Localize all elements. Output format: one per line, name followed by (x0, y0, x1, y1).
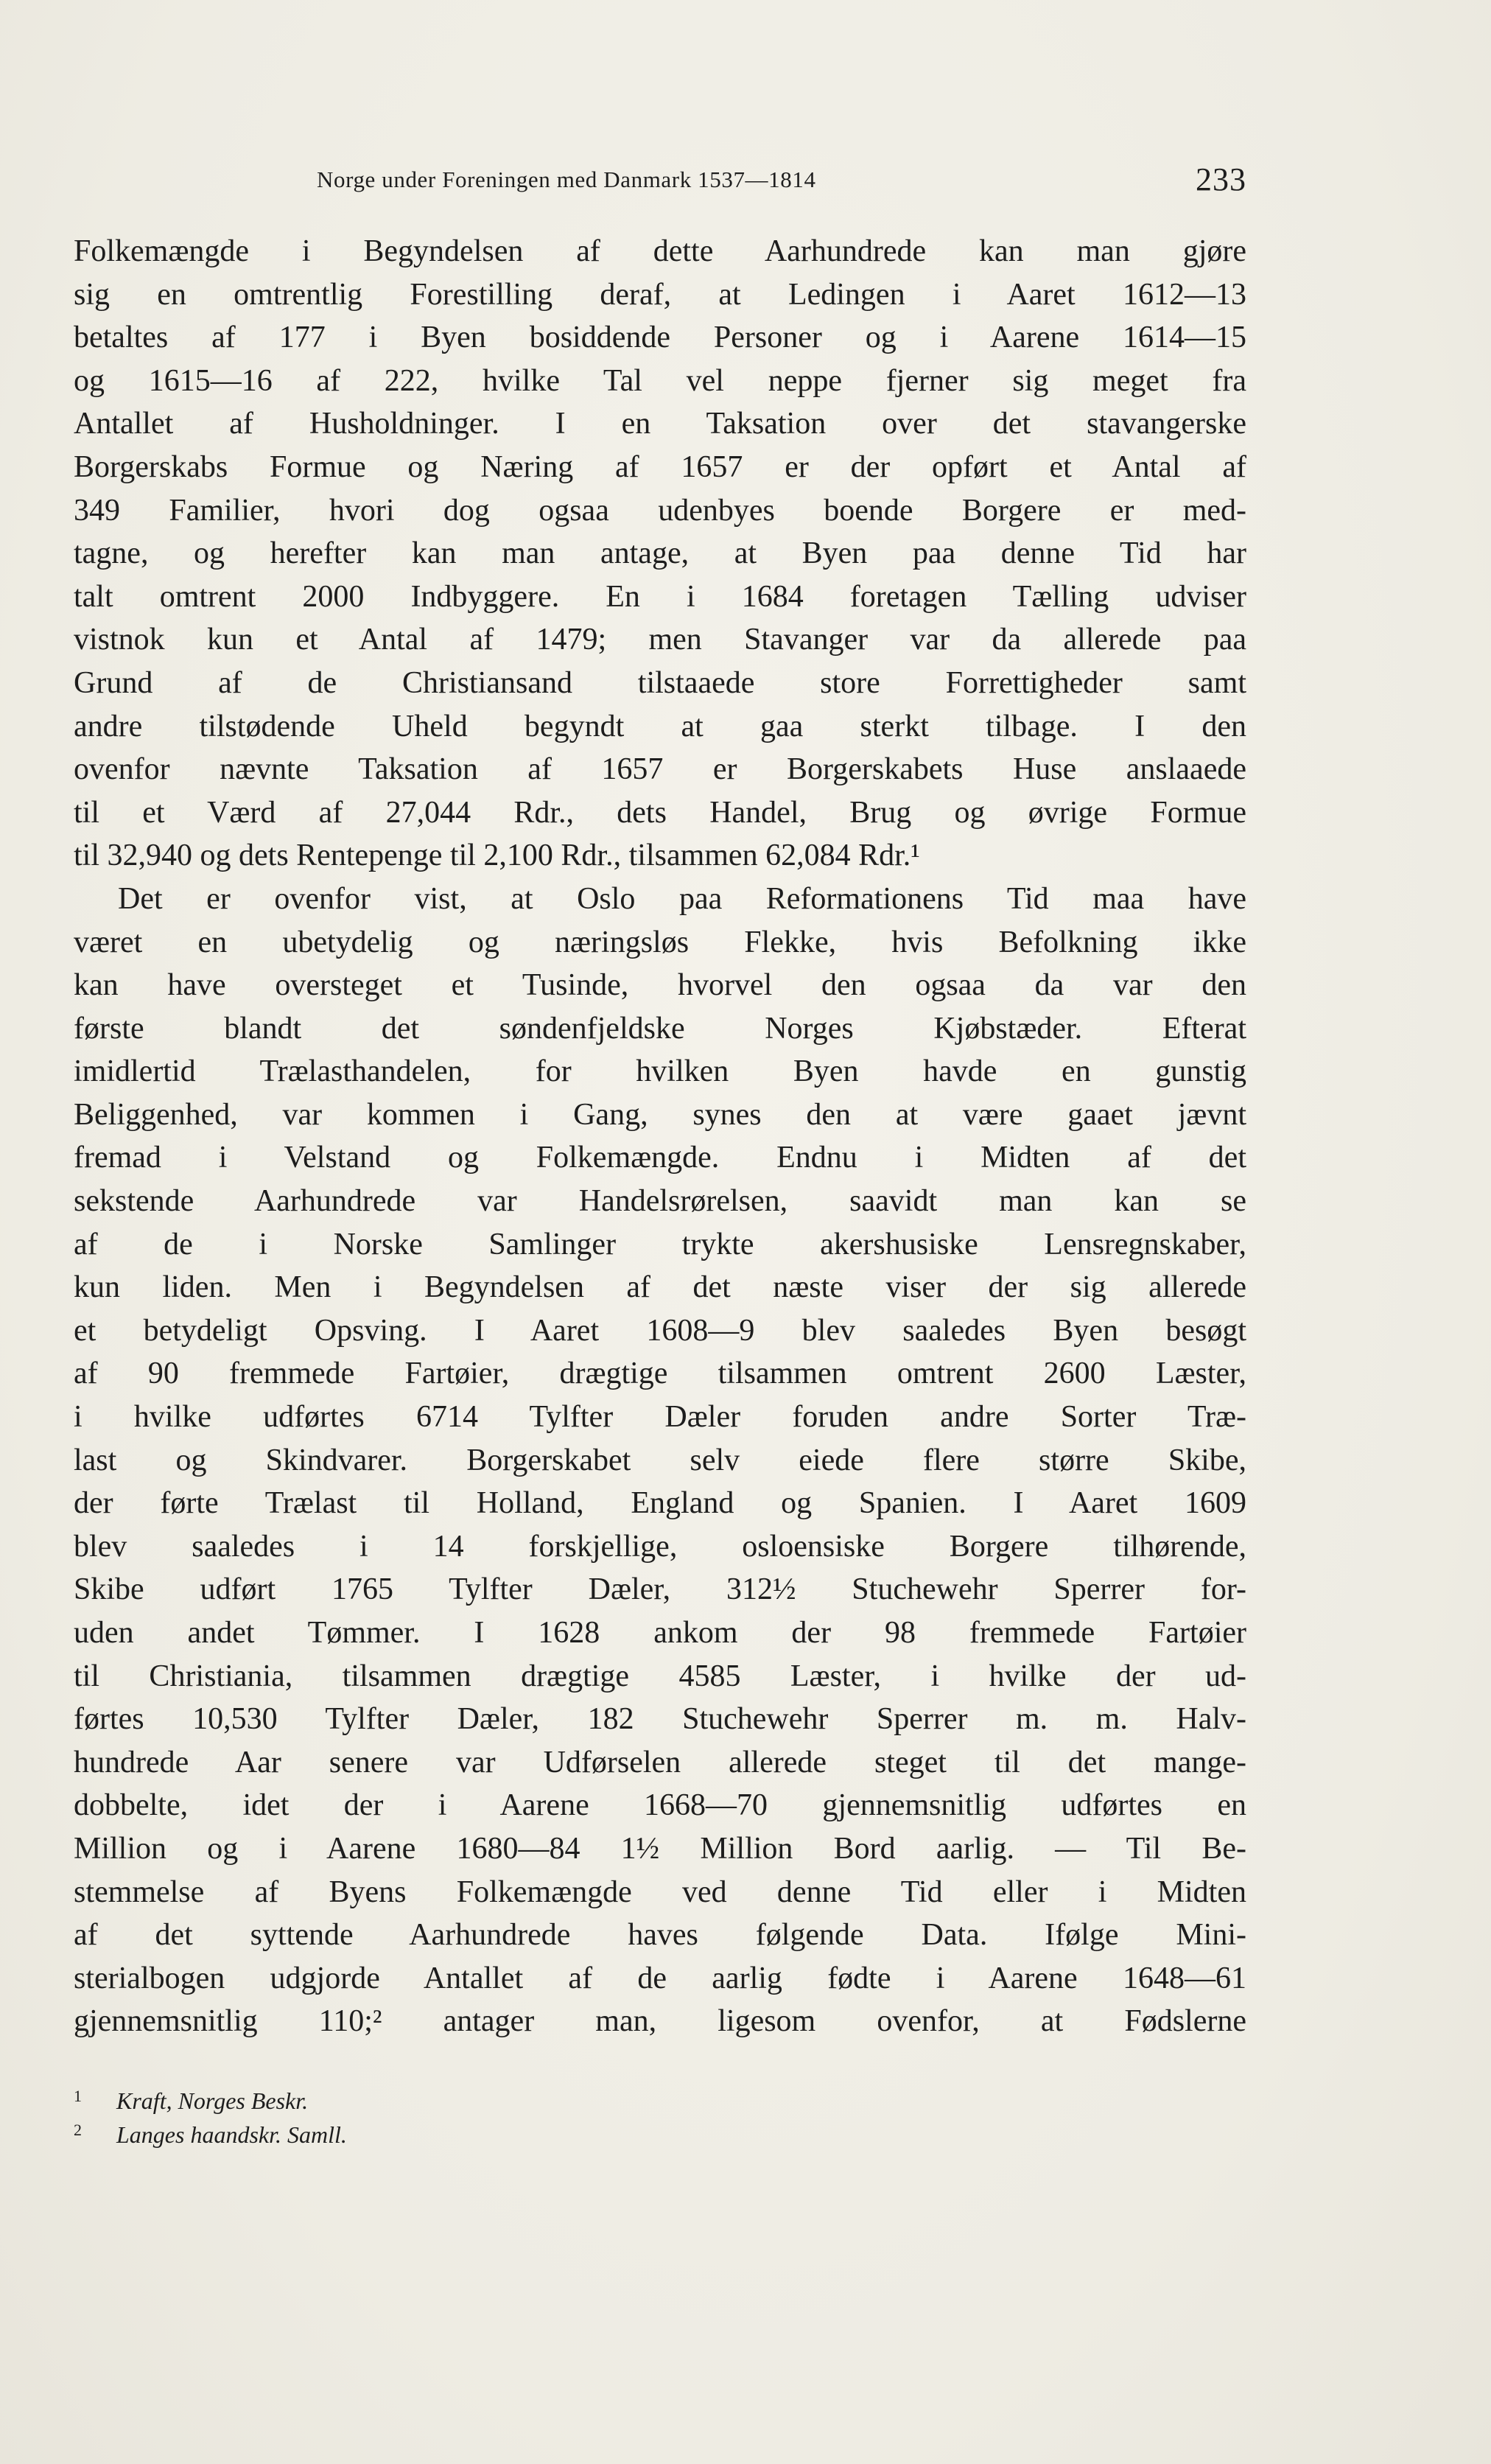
page-header (74, 161, 1246, 202)
text-line: last og Skindvarer. Borgerskabet selv eiede flere større Skibe, (74, 1443, 1246, 1477)
text-line: Antallet af Husholdninger. I en Taksation over det stavangerske (74, 407, 1246, 441)
text-line: til et Værd af 27,044 Rdr., dets Handel, Brug og øvrige Formue (74, 795, 1246, 830)
text-line: til Christiania, tilsammen drægtige 4585 Læster, i hvilke der ud- (74, 1659, 1246, 1693)
text-line: andre tilstødende Uheld begyndt at gaa sterkt tilbage. I den (74, 709, 1246, 743)
text-line: tagne, og herefter kan man antage, at Byen paa denne Tid har (74, 536, 1246, 571)
page-number: 233 (1196, 161, 1246, 197)
text-line: hundrede Aar senere var Udførselen allerede steget til det mange- (74, 1745, 1246, 1779)
text-line: førtes 10,530 Tylfter Dæler, 182 Stuchewehr Sperrer m. m. Halv- (74, 1702, 1246, 1737)
text-line: sekstende Aarhundrede var Handelsrørelsen, saavidt man kan se (74, 1184, 1246, 1219)
text-line: Borgerskabs Formue og Næring af 1657 er der opført et Antal af (74, 449, 1246, 484)
text-line: sig en omtrentlig Forestilling deraf, at Ledingen i Aaret 1612—13 (74, 277, 1246, 312)
text-line: talt omtrent 2000 Indbyggere. En i 1684 foretagen Tælling udviser (74, 579, 1246, 614)
text-line: til 32,940 og dets Rentepenge til 2,100 Rdr., tilsammen 62,084 Rdr.¹ (74, 839, 920, 873)
text-line: været en ubetydelig og næringsløs Flekke, hvis Befolkning ikke (74, 925, 1246, 959)
text-line: stemmelse af Byens Folkemængde ved denne Tid eller i Midten (74, 1875, 1246, 1909)
text-line: blev saaledes i 14 forskjellige, osloensiske Borgere tilhørende, (74, 1529, 1246, 1564)
text-line: Folkemængde i Begyndelsen af dette Aarhundrede kan man gjøre (74, 234, 1246, 268)
text-line: af de i Norske Samlinger trykte akershusiske Lensregnskaber, (74, 1227, 1246, 1261)
text-line: i hvilke udførtes 6714 Tylfter Dæler foruden andre Sorter Træ- (74, 1400, 1246, 1435)
text-line: kun liden. Men i Begyndelsen af det næste viser der sig allerede (74, 1270, 1246, 1305)
text-line: 349 Familier, hvori dog ogsaa udenbyes boende Borgere er med- (74, 493, 1246, 528)
text-line: Det er ovenfor vist, at Oslo paa Reformationens Tid maa have (118, 881, 1246, 916)
running-title: Norge under Foreningen med Danmark 1537—1814 (317, 167, 816, 192)
text-line: dobbelte, idet der i Aarene 1668—70 gjennemsnitlig udførtes en (74, 1788, 1246, 1823)
footnote (74, 2113, 810, 2147)
footnote-mark: 2 (74, 2121, 82, 2139)
text-line: af 90 fremmede Fartøier, drægtige tilsammen omtrent 2600 Læster, (74, 1357, 1246, 1391)
text-line: kan have oversteget et Tusinde, hvorvel den ogsaa da var den (74, 968, 1246, 1003)
text-line: Million og i Aarene 1680—84 1½ Million Bord aarlig. — Til Be- (74, 1831, 1246, 1866)
footnote-text: Langes haandskr. Samll. (116, 2121, 347, 2148)
text-line: et betydeligt Opsving. I Aaret 1608—9 blev saaledes Byen besøgt (74, 1313, 1246, 1348)
footnotes (74, 2079, 810, 2147)
text-line: Grund af de Christiansand tilstaaede store Forrettigheder samt (74, 665, 1246, 700)
footnote (74, 2079, 810, 2113)
footnote-mark: 1 (74, 2087, 82, 2105)
text-line: der førte Trælast til Holland, England og Spanien. I Aaret 1609 (74, 1486, 1246, 1521)
text-line: vistnok kun et Antal af 1479; men Stavanger var da allerede paa (74, 623, 1246, 657)
text-line: Skibe udført 1765 Tylfter Dæler, 312½ Stuchewehr Sperrer for- (74, 1572, 1246, 1607)
text-line: fremad i Velstand og Folkemængde. Endnu i Midten af det (74, 1141, 1246, 1175)
text-line: gjennemsnitlig 110;² antager man, ligesom ovenfor, at Fødslerne (74, 2004, 1246, 2039)
text-line: første blandt det søndenfjeldske Norges Kjøbstæder. Efterat (74, 1011, 1246, 1046)
text-line: Beliggenhed, var kommen i Gang, synes den at være gaaet jævnt (74, 1097, 1246, 1132)
text-line: uden andet Tømmer. I 1628 ankom der 98 fremmede Fartøier (74, 1616, 1246, 1650)
text-line: imidlertid Trælasthandelen, for hvilken Byen havde en gunstig (74, 1054, 1246, 1089)
text-line: af det syttende Aarhundrede haves følgende Data. Ifølge Mini- (74, 1918, 1246, 1953)
text-line: og 1615—16 af 222, hvilke Tal vel neppe fjerner sig meget fra (74, 363, 1246, 398)
footnote-text: Kraft, Norges Beskr. (116, 2087, 309, 2114)
text-line: betaltes af 177 i Byen bosiddende Personer og i Aarene 1614—15 (74, 321, 1246, 355)
text-line: ovenfor nævnte Taksation af 1657 er Borgerskabets Huse anslaaede (74, 752, 1246, 787)
body-text (74, 230, 1246, 2043)
text-line: sterialbogen udgjorde Antallet af de aarlig fødte i Aarene 1648—61 (74, 1961, 1246, 1995)
